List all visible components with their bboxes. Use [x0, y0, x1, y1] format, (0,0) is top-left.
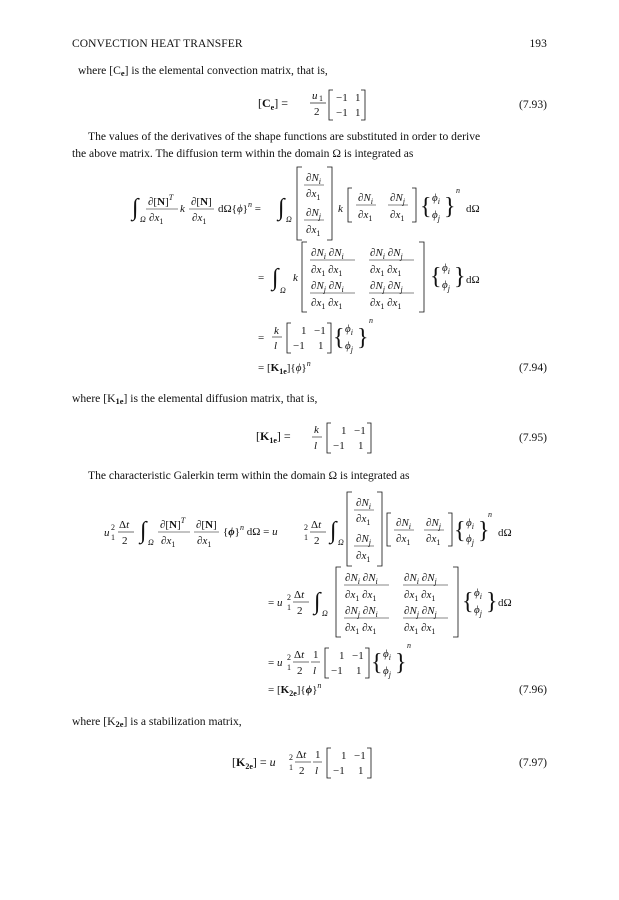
svg-text:∂x1: $\partial x_1$ — [306, 188, 321, 202]
svg-text:∂x1 ∂x1: $\partial x_1$ $\partial x_1$ — [370, 264, 402, 278]
svg-text:1: 1 — [315, 749, 321, 761]
svg-text:Ω: Ω — [280, 286, 286, 295]
svg-text:ϕi: $\phi_i$ — [474, 587, 482, 601]
svg-text:∂x1: $\partial x_1$ — [149, 212, 164, 226]
svg-text:1: 1 — [339, 650, 345, 662]
svg-text:∂Ni ∂Nj: $\partial N_i$ $\partial N_j$ — [404, 572, 437, 586]
svg-text:1: 1 — [287, 663, 291, 672]
svg-text:Δt: Δt — [294, 649, 305, 661]
svg-text:∂x1: $\partial x_1$ — [356, 550, 371, 564]
svg-text:k: k — [180, 203, 185, 215]
svg-text:∂Ni: $\partial N_i$ — [356, 497, 372, 511]
svg-text:1: 1 — [304, 533, 308, 542]
svg-text:1: 1 — [355, 107, 361, 119]
svg-text:n: n — [488, 510, 492, 519]
svg-text:∂x1: $\partial x_1$ — [356, 513, 371, 527]
svg-text:}: } — [357, 325, 369, 351]
svg-text:n: n — [369, 316, 373, 325]
svg-text:ϕj: $\phi_j$ — [383, 665, 391, 679]
svg-text:∂x1: $\partial x_1$ — [192, 212, 207, 226]
svg-text:l: l — [274, 340, 278, 352]
svg-text:}: } — [444, 194, 456, 220]
page-number: 193 — [529, 38, 547, 50]
svg-text:∂x1: $\partial x_1$ — [197, 535, 212, 549]
svg-text:∂[N]T: $\partial[N]^T$ — [160, 516, 186, 531]
svg-text:1: 1 — [341, 425, 347, 437]
svg-text:Δt: Δt — [311, 519, 322, 531]
equation-number-7-94: (7.94) — [518, 361, 547, 374]
svg-text:{: { — [454, 518, 466, 544]
svg-text:ϕi: $\phi_i$ — [442, 262, 450, 276]
svg-text:2: 2 — [314, 535, 320, 547]
svg-text:1: 1 — [301, 325, 307, 337]
svg-text:l: l — [313, 665, 317, 677]
svg-text:∂Nj ∂Ni: $\partial N_j$ $\partial N_i$ — [345, 605, 378, 619]
svg-text:ϕj: $\phi_j$ — [432, 209, 440, 223]
svg-text:1: 1 — [111, 533, 115, 542]
svg-text:dΩ: dΩ — [498, 527, 512, 539]
svg-text:1: 1 — [356, 665, 362, 677]
svg-text:u: u — [312, 90, 318, 102]
svg-text:dΩ: dΩ — [466, 203, 480, 215]
svg-text:Δt: Δt — [119, 519, 130, 531]
svg-text:k: k — [338, 203, 343, 215]
svg-text:[Ce] =: $[C_e]$ = — [258, 96, 288, 112]
svg-text:∂x1 ∂x1: $\partial x_1$ $\partial x_1$ — [404, 622, 436, 636]
svg-text:∂x1 ∂x1: $\partial x_1$ $\partial x_1$ — [370, 297, 402, 311]
svg-text:ϕi: $\phi_i$ — [466, 517, 474, 531]
svg-text:n: n — [456, 186, 460, 195]
running-header-title: CONVECTION HEAT TRANSFER — [72, 38, 243, 50]
svg-text:}: } — [454, 264, 466, 290]
svg-text:1: 1 — [341, 750, 347, 762]
svg-text:−1: −1 — [336, 92, 348, 104]
paragraph-galerkin-term: The characteristic Galerkin term within the domain Ω is integrated as — [88, 469, 410, 482]
svg-text:2: 2 — [297, 665, 303, 677]
svg-text:∫: ∫ — [272, 265, 279, 291]
svg-text:Ω: Ω — [286, 215, 292, 224]
svg-text:k: k — [274, 325, 279, 337]
svg-text:∂x1: $\partial x_1$ — [390, 209, 405, 223]
equation-number-7-93: (7.93) — [518, 98, 547, 111]
svg-text:−1: −1 — [333, 440, 345, 452]
svg-text:∂x1 ∂x1: $\partial x_1$ $\partial x_1$ — [404, 589, 436, 603]
svg-text:}: } — [395, 650, 407, 676]
svg-text:{: { — [462, 589, 474, 615]
svg-text:}: } — [478, 518, 490, 544]
svg-text:ϕj: $\phi_j$ — [345, 340, 353, 354]
svg-text:1: 1 — [358, 765, 364, 777]
svg-text:2: 2 — [299, 765, 305, 777]
svg-text:2: 2 — [314, 106, 320, 118]
svg-text:∫: ∫ — [140, 518, 147, 544]
svg-text:= [K1e]{ϕ}n: = $[K_{1e}]\{\phi\}^n$ — [258, 359, 311, 376]
svg-text:2: 2 — [287, 653, 291, 662]
svg-text:k: k — [314, 424, 319, 436]
svg-text:∫: ∫ — [278, 195, 285, 221]
svg-text:∂Ni: $\partial N_i$ — [358, 192, 374, 206]
svg-text:∂Ni ∂Ni: $\partial N_i$ $\partial N_i$ — [345, 572, 378, 586]
svg-text:∂x1: $\partial x_1$ — [358, 209, 373, 223]
svg-text:−1: −1 — [336, 107, 348, 119]
paragraph-convection-intro: where [Ce] is the elemental convection matrix, that is, — [78, 64, 328, 78]
paragraph-derivatives-line1: The values of the derivatives of the shape functions are substituted in order to derive — [88, 130, 481, 143]
svg-text:[K2e] = u: $[K_{2e}] = u$ — [232, 755, 276, 771]
svg-text:∂Ni: $\partial N_i$ — [306, 172, 322, 186]
svg-text:2: 2 — [289, 753, 293, 762]
paragraph-derivatives-line2: the above matrix. The diffusion term within the domain Ω is integrated as — [72, 147, 414, 160]
paragraph-stabilization-matrix: where [K2e] is a stabilization matrix, — [72, 715, 242, 729]
svg-text:Ω: Ω — [322, 609, 328, 618]
paragraph-diffusion-matrix: where [K1e] is the elemental diffusion matrix, that is, — [72, 392, 318, 406]
svg-text:∂x1 ∂x1: $\partial x_1$ $\partial x_1$ — [311, 264, 343, 278]
svg-text:ϕi: $\phi_i$ — [345, 323, 353, 337]
equation-number-7-97: (7.97) — [518, 756, 547, 769]
svg-text:l: l — [315, 765, 319, 777]
svg-text:∫: ∫ — [330, 518, 337, 544]
svg-text:2: 2 — [122, 535, 128, 547]
svg-text:2: 2 — [297, 605, 303, 617]
svg-text:=: = — [258, 332, 265, 344]
svg-text:{: { — [333, 325, 345, 351]
svg-text:∂x1: $\partial x_1$ — [161, 535, 176, 549]
svg-text:∂Nj: $\partial N_j$ — [390, 192, 406, 206]
svg-text:∂Nj ∂Nj: $\partial N_j$ $\partial N_j$ — [404, 605, 437, 619]
svg-text:k: k — [293, 272, 298, 284]
equation-number-7-96: (7.96) — [518, 683, 547, 696]
svg-text:{: { — [430, 264, 442, 290]
svg-text:{: { — [420, 194, 432, 220]
svg-text:= u: = u — [268, 597, 283, 609]
svg-text:∫: ∫ — [132, 195, 139, 221]
svg-text:{: { — [371, 650, 383, 676]
svg-text:∂x1 ∂x1: $\partial x_1$ $\partial x_1$ — [345, 589, 377, 603]
svg-text:Ω: Ω — [140, 215, 146, 224]
svg-text:∂Nj: $\partial N_j$ — [426, 517, 442, 531]
svg-text:1: 1 — [318, 340, 324, 352]
svg-text:= [K2e]{ϕ}n: = $[K_{2e}]\{\phi\}^n$ — [268, 681, 322, 698]
svg-text:2: 2 — [287, 593, 291, 602]
svg-text:=: = — [258, 272, 265, 284]
svg-text:2: 2 — [304, 523, 308, 532]
svg-text:∂Nj ∂Ni: $\partial N_j$ $\partial N_i$ — [311, 280, 344, 294]
svg-text:dΩ: dΩ — [498, 597, 512, 609]
svg-text:Ω: Ω — [148, 538, 154, 547]
svg-text:Ω: Ω — [338, 538, 344, 547]
svg-text:∂Ni ∂Nj: $\partial N_i$ $\partial N_j$ — [370, 247, 403, 261]
svg-text:∂x1: $\partial x_1$ — [426, 533, 441, 547]
svg-text:1: 1 — [289, 763, 293, 772]
svg-text:−1: −1 — [333, 765, 345, 777]
svg-text:∂x1: $\partial x_1$ — [396, 533, 411, 547]
svg-text:dΩ: dΩ — [466, 274, 480, 286]
svg-text:−1: −1 — [354, 750, 366, 762]
svg-text:dΩ{ϕ}n =: $d\Omega\{\phi\}^n$ = — [218, 200, 261, 215]
svg-text:∂Nj ∂Nj: $\partial N_j$ $\partial N_j$ — [370, 280, 403, 294]
svg-text:∫: ∫ — [314, 589, 321, 615]
svg-text:}: } — [486, 589, 498, 615]
svg-text:−1: −1 — [352, 650, 364, 662]
svg-text:1: 1 — [313, 649, 319, 661]
svg-text:∂Ni: $\partial N_i$ — [396, 517, 412, 531]
svg-text:ϕj: $\phi_j$ — [466, 533, 474, 547]
svg-text:∂x1 ∂x1: $\partial x_1$ $\partial x_1$ — [345, 622, 377, 636]
svg-text:= u: = u — [268, 657, 283, 669]
svg-text:1: 1 — [358, 440, 364, 452]
svg-text:{ϕ}n dΩ = u: $\{\phi\}^n$ dΩ = u — [223, 523, 278, 538]
svg-text:ϕi: $\phi_i$ — [383, 648, 391, 662]
svg-text:∂x1 ∂x1: $\partial x_1$ $\partial x_1$ — [311, 297, 343, 311]
svg-text:∂Nj: $\partial N_j$ — [356, 533, 372, 547]
svg-text:Δt: Δt — [294, 589, 305, 601]
svg-text:∂[N]T: $\partial[N]^T$ — [148, 193, 174, 208]
svg-text:Δt: Δt — [296, 749, 307, 761]
svg-text:n: n — [407, 641, 411, 650]
svg-text:l: l — [314, 440, 318, 452]
svg-text:1: 1 — [287, 603, 291, 612]
svg-text:−1: −1 — [293, 340, 305, 352]
svg-text:∂Ni ∂Ni: $\partial N_i$ $\partial N_i$ — [311, 247, 344, 261]
svg-text:ϕj: $\phi_j$ — [442, 279, 450, 293]
svg-text:−1: −1 — [354, 425, 366, 437]
svg-text:−1: −1 — [314, 325, 326, 337]
svg-text:u: u — [104, 527, 110, 539]
svg-text:∂[N]: ∂[N] — [196, 519, 217, 531]
svg-text:−1: −1 — [331, 665, 343, 677]
svg-text:∂[N]: ∂[N] — [191, 196, 212, 208]
svg-text:2: 2 — [111, 523, 115, 532]
svg-text:1: 1 — [319, 94, 323, 103]
svg-text:[K1e] =: $[K_{1e}]$ = — [256, 429, 291, 445]
svg-text:∂x1: $\partial x_1$ — [306, 224, 321, 238]
svg-text:1: 1 — [355, 92, 361, 104]
svg-text:ϕj: $\phi_j$ — [474, 604, 482, 618]
equation-number-7-95: (7.95) — [518, 431, 547, 444]
svg-text:ϕi: $\phi_i$ — [432, 192, 440, 206]
svg-text:∂Nj: $\partial N_j$ — [306, 207, 322, 221]
